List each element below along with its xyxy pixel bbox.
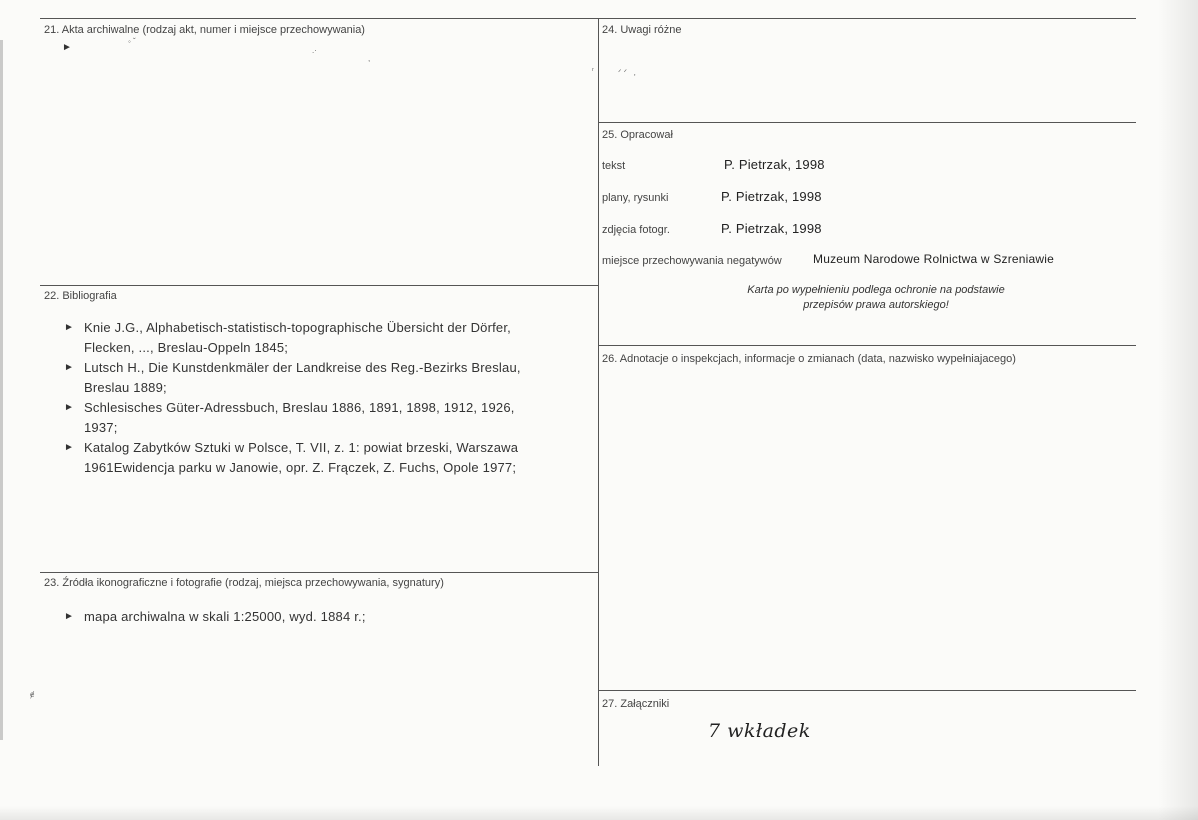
iconographic-source-text: mapa archiwalna w skali 1:25000, wyd. 1884 r.;: [84, 609, 366, 624]
attachments-handwritten-note: 7 wkładek: [708, 720, 811, 742]
section-21-label: 21. Akta archiwalne (rodzaj akt, numer i miejsce przechowywania): [44, 24, 365, 36]
bibliography-line: Schlesisches Güter-Adressbuch, Breslau 1886, 1891, 1898, 1912, 1926,: [84, 400, 515, 415]
bibliography-item: [64, 398, 594, 438]
divider-22-23: [40, 572, 598, 573]
bibliography-line: Katalog Zabytków Sztuki w Polsce, T. VII, z. 1: powiat brzeski, Warszawa: [84, 440, 519, 455]
divider-26-27: [598, 690, 1136, 691]
scan-bottom-shadow: [0, 806, 1198, 820]
authorship-plans-value: P. Pietrzak, 1998: [721, 189, 822, 204]
bibliography-item: [64, 358, 594, 398]
scan-edge-shadow: [1158, 0, 1198, 820]
iconographic-source-item: [64, 607, 594, 627]
section-26-label: 26. Adnotacje o inspekcjach, informacje o zmianach (data, nazwisko wypełniajacego): [602, 353, 1016, 365]
scan-speck: ◦ ˇ: [128, 37, 136, 46]
bibliography-line: Breslau 1889;: [84, 380, 167, 395]
scan-edge-mark: [0, 40, 3, 740]
section-23-label: 23. Źródła ikonograficzne i fotografie (rodzaj, miejsca przechowywania, sygnatury): [44, 577, 444, 589]
authorship-photos-label: zdjęcia fotogr.: [602, 224, 670, 236]
section-25-label: 25. Opracował: [602, 129, 673, 141]
top-border-line: [40, 18, 1136, 19]
copyright-note-line-2: przepisów prawa autorskiego!: [803, 299, 949, 311]
section-22-label: 22. Bibliografia: [44, 290, 117, 302]
scan-speck: ᐟ ᐟ ,: [618, 68, 636, 77]
authorship-text-value: P. Pietrzak, 1998: [724, 157, 825, 172]
authorship-text-label: tekst: [602, 160, 626, 172]
copyright-note-line-1: Karta po wypełnieniu podlega ochronie na podstawie: [747, 284, 1005, 296]
right-triangle-bullet-icon: ►: [64, 322, 75, 333]
iconographic-sources-list: [64, 607, 594, 627]
negatives-storage-value: Muzeum Narodowe Rolnictwa w Szreniawie: [813, 252, 1055, 266]
right-triangle-bullet-icon: ►: [64, 362, 75, 373]
right-triangle-bullet-icon: ►: [64, 611, 75, 622]
bibliography-line: 1961Ewidencja parku w Janowie, opr. Z. Frączek, Z. Fuchs, Opole 1977;: [84, 460, 517, 475]
bibliography-line: Lutsch H., Die Kunstdenkmäler der Landkreise des Reg.-Bezirks Breslau,: [84, 360, 521, 375]
authorship-photos-value: P. Pietrzak, 1998: [721, 221, 822, 236]
scan-speck: ʳ: [592, 66, 594, 75]
section-21-arrow-icon: ►: [62, 42, 72, 53]
bibliography-line: Flecken, ..., Breslau-Oppeln 1845;: [84, 340, 289, 355]
negatives-storage-label: miejsce przechowywania negatywów: [602, 255, 782, 267]
bibliography-item: [64, 438, 594, 478]
bibliography-line: 1937;: [84, 420, 118, 435]
right-triangle-bullet-icon: ►: [64, 442, 75, 453]
bibliography-item: [64, 318, 594, 358]
section-27-label: 27. Załączniki: [602, 698, 670, 710]
scan-speck: ɇ: [30, 690, 35, 699]
bibliography-list: [64, 318, 594, 478]
authorship-plans-label: plany, rysunki: [602, 192, 669, 204]
right-triangle-bullet-icon: ►: [64, 402, 75, 413]
center-divider-line: [598, 18, 599, 766]
divider-21-22: [40, 285, 598, 286]
bibliography-line: Knie J.G., Alphabetisch-statistisch-topographische Übersicht der Dörfer,: [84, 320, 511, 335]
section-24-label: 24. Uwagi różne: [602, 24, 682, 36]
divider-24-25: [598, 122, 1136, 123]
divider-25-26: [598, 345, 1136, 346]
scan-speck: .·: [312, 46, 317, 55]
scan-speck: ,: [368, 54, 371, 63]
